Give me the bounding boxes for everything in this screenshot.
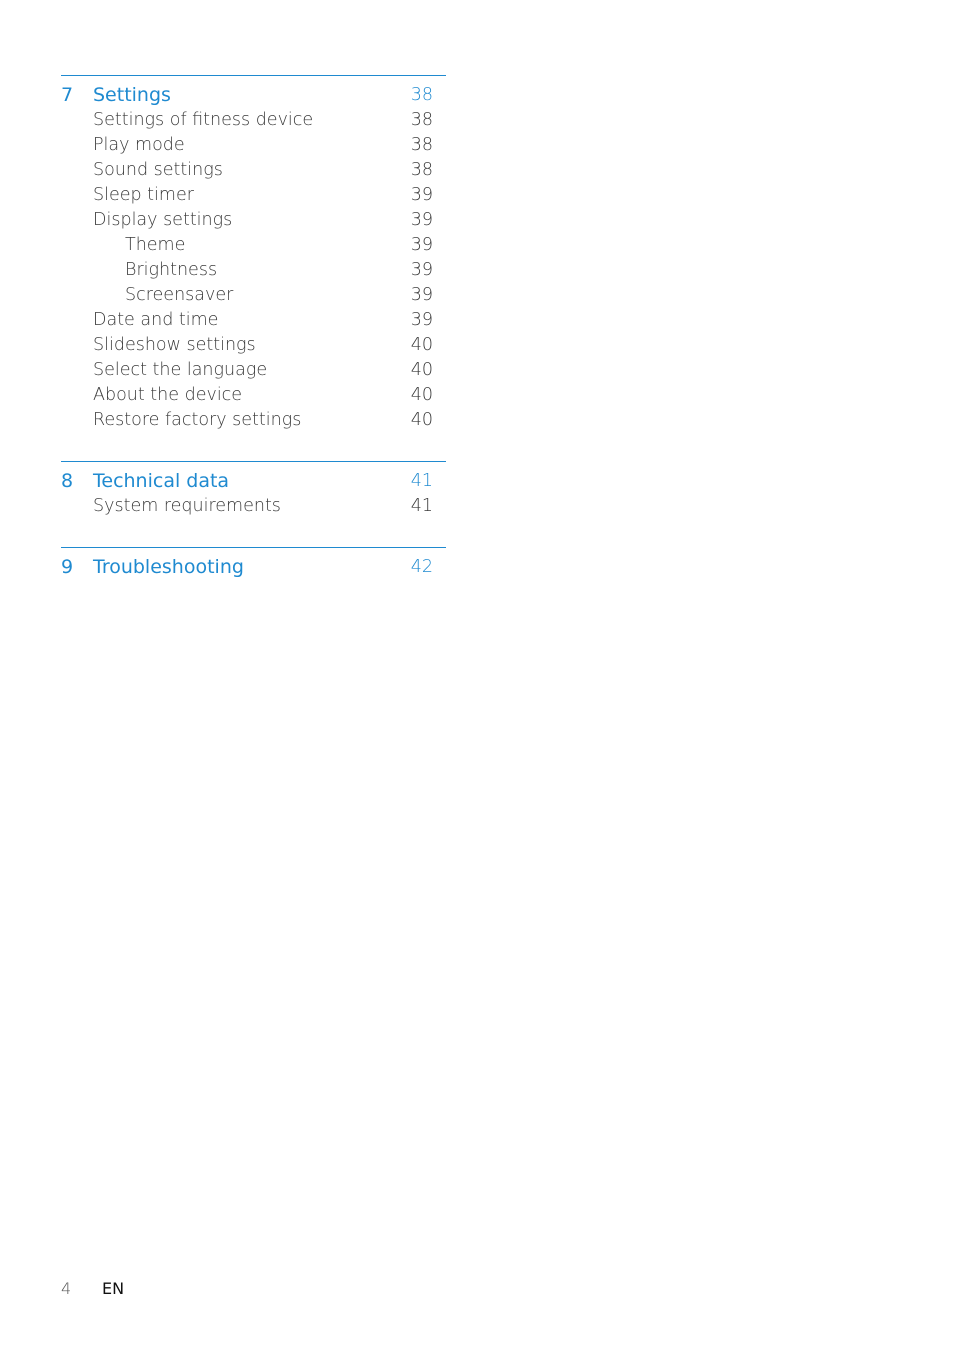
entry-page: 39 (410, 235, 433, 255)
section-title: Troubleshooting (93, 556, 244, 578)
entry-label: Sleep timer (93, 185, 194, 205)
toc-heading-troubleshooting[interactable] (61, 554, 446, 580)
section-page: 42 (410, 557, 433, 577)
entry-page: 40 (410, 360, 433, 380)
toc-entry[interactable] (61, 494, 446, 519)
toc-entry[interactable] (61, 383, 446, 408)
entry-label: Select the language (93, 360, 268, 380)
entry-page: 39 (410, 285, 433, 305)
toc-entry[interactable] (61, 358, 446, 383)
toc-section-troubleshooting (61, 547, 446, 580)
entry-page: 39 (410, 185, 433, 205)
toc-subentry[interactable] (61, 283, 446, 308)
toc-section-technical-data (61, 461, 446, 519)
entry-label: Settings of fitness device (93, 110, 314, 130)
entry-page: 40 (410, 385, 433, 405)
entry-page: 39 (410, 310, 433, 330)
entry-label: Slideshow settings (93, 335, 256, 355)
entry-label: Sound settings (93, 160, 223, 180)
entry-page: 39 (410, 260, 433, 280)
toc-entry[interactable] (61, 408, 446, 433)
entry-page: 38 (410, 160, 433, 180)
toc-subentry[interactable] (61, 233, 446, 258)
section-title: Settings (93, 84, 171, 106)
table-of-contents (61, 75, 446, 608)
section-page: 38 (410, 85, 433, 105)
toc-entry[interactable] (61, 183, 446, 208)
entry-page: 39 (410, 210, 433, 230)
toc-entry[interactable] (61, 308, 446, 333)
entry-page: 41 (410, 496, 433, 516)
entry-label: Theme (125, 235, 186, 255)
toc-entry[interactable] (61, 108, 446, 133)
entry-label: Date and time (93, 310, 219, 330)
toc-entry[interactable] (61, 133, 446, 158)
section-title: Technical data (93, 470, 230, 492)
toc-heading-technical-data[interactable] (61, 468, 446, 494)
entry-page: 40 (410, 335, 433, 355)
entry-label: System requirements (93, 496, 281, 516)
entry-page: 40 (410, 410, 433, 430)
toc-subentry[interactable] (61, 258, 446, 283)
section-number: 9 (61, 556, 74, 578)
entry-label: About the device (93, 385, 243, 405)
footer-page-number: 4 (61, 1279, 72, 1298)
section-page: 41 (410, 471, 433, 491)
entry-label: Display settings (93, 210, 233, 230)
entry-label: Screensaver (125, 285, 234, 305)
entry-page: 38 (410, 110, 433, 130)
toc-entry[interactable] (61, 333, 446, 358)
section-number: 8 (61, 470, 74, 492)
section-number: 7 (61, 84, 74, 106)
toc-entry[interactable] (61, 208, 446, 233)
entry-label: Brightness (125, 260, 218, 280)
toc-heading-settings[interactable] (61, 82, 446, 108)
toc-entry[interactable] (61, 158, 446, 183)
footer-language-code: EN (102, 1279, 125, 1298)
toc-section-settings (61, 75, 446, 433)
entry-page: 38 (410, 135, 433, 155)
entry-label: Play mode (93, 135, 185, 155)
entry-label: Restore factory settings (93, 410, 302, 430)
